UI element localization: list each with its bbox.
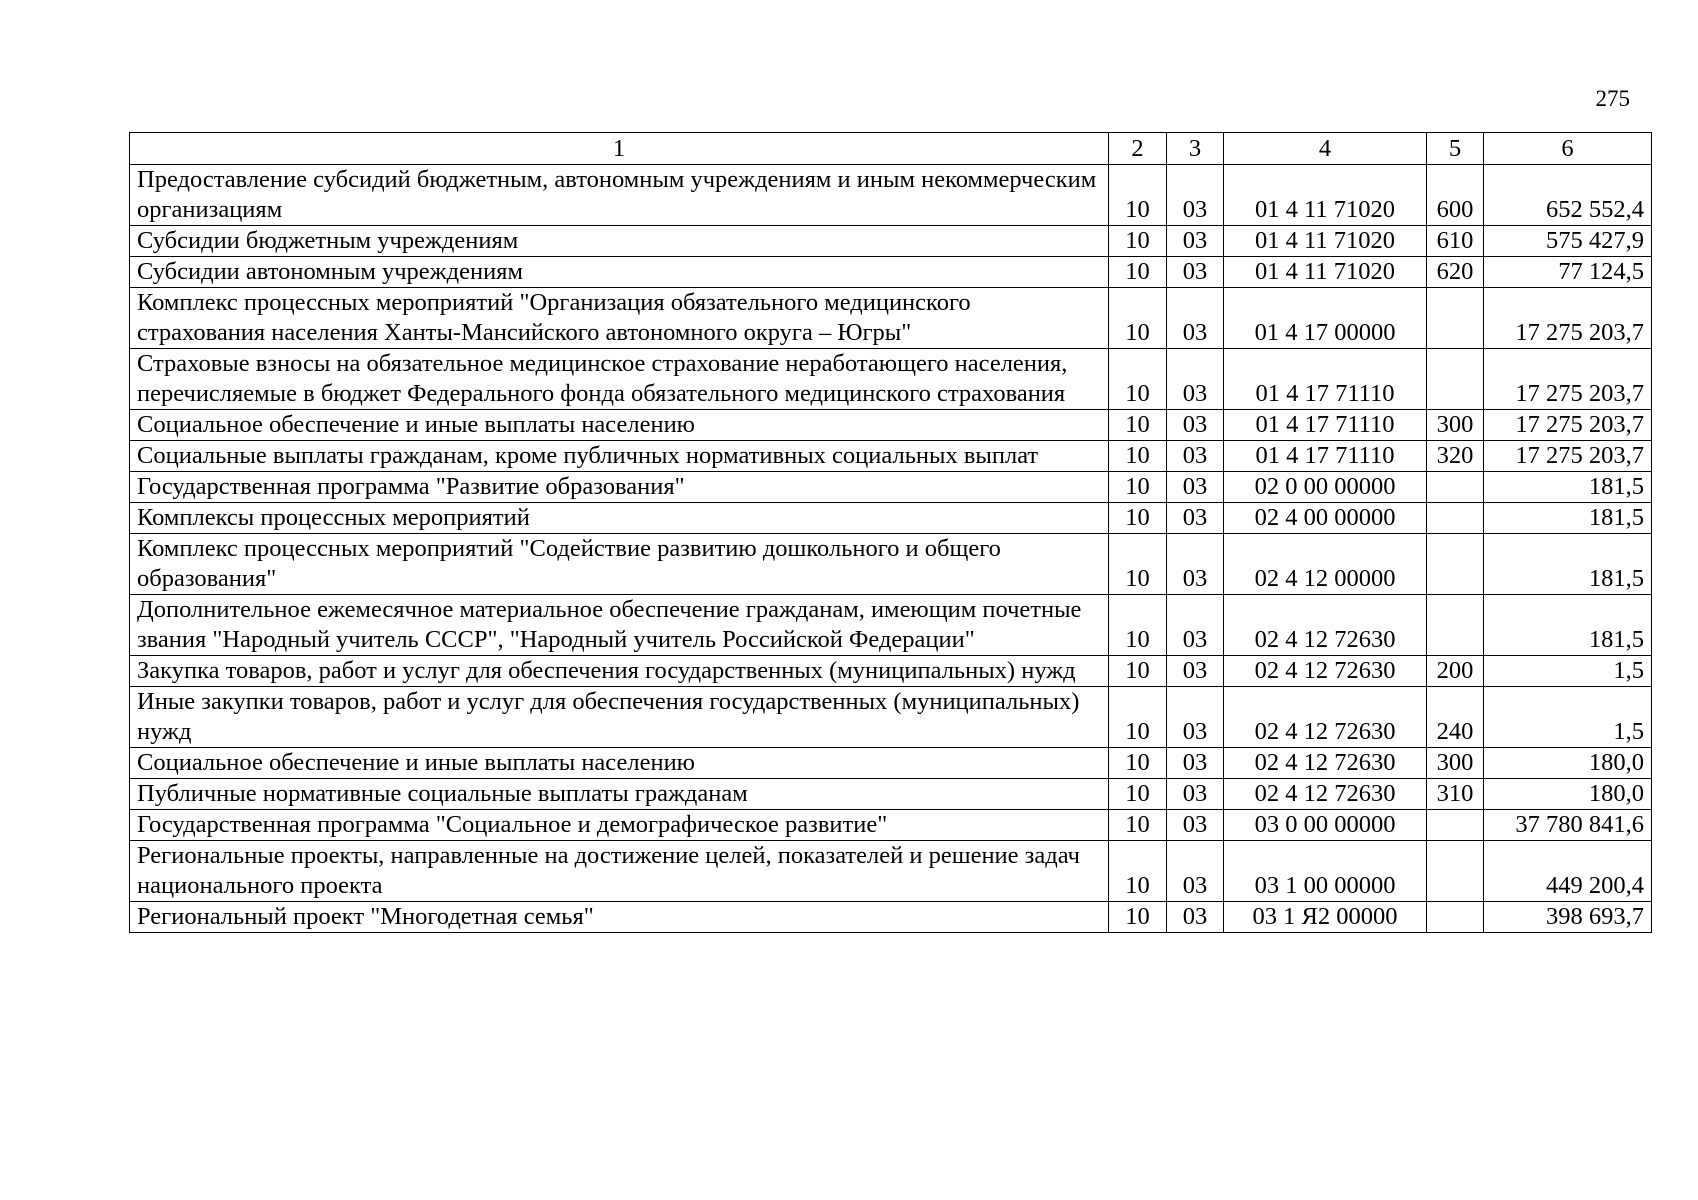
row-expense-type-cell: 200 [1427, 656, 1484, 687]
row-amount-cell: 181,5 [1484, 595, 1652, 656]
row-section-cell: 10 [1109, 748, 1167, 779]
row-section-cell: 10 [1109, 349, 1167, 410]
row-target-article-cell: 01 4 11 71020 [1224, 257, 1427, 288]
row-target-article-cell: 02 4 12 72630 [1224, 595, 1427, 656]
row-subsection-cell: 03 [1167, 165, 1224, 226]
row-subsection-cell: 03 [1167, 534, 1224, 595]
row-name-cell: Страховые взносы на обязательное медицинское страхование неработающего населения, перечисляемые в бюджет Федерального фонда обязательного медицинского страхования [130, 349, 1109, 410]
page-number: 275 [1595, 86, 1630, 111]
row-section-cell: 10 [1109, 656, 1167, 687]
row-amount-cell: 37 780 841,6 [1484, 810, 1652, 841]
column-header-2: 2 [1109, 133, 1167, 165]
row-expense-type-cell: 300 [1427, 410, 1484, 441]
row-subsection-cell: 03 [1167, 288, 1224, 349]
column-header-3: 3 [1167, 133, 1224, 165]
table-row [130, 841, 1652, 902]
row-subsection-cell: 03 [1167, 472, 1224, 503]
column-header-5: 5 [1427, 133, 1484, 165]
row-subsection-cell: 03 [1167, 748, 1224, 779]
row-name-cell: Социальные выплаты гражданам, кроме публичных нормативных социальных выплат [130, 441, 1109, 472]
row-expense-type-cell: 300 [1427, 748, 1484, 779]
table-row [130, 349, 1652, 410]
row-subsection-cell: 03 [1167, 257, 1224, 288]
row-name-cell: Субсидии автономным учреждениям [130, 257, 1109, 288]
row-target-article-cell: 02 4 12 72630 [1224, 656, 1427, 687]
table-row [130, 472, 1652, 503]
row-expense-type-cell [1427, 902, 1484, 933]
table-row [130, 165, 1652, 226]
row-section-cell: 10 [1109, 288, 1167, 349]
row-name-cell: Комплекс процессных мероприятий "Содействие развитию дошкольного и общего образования" [130, 534, 1109, 595]
column-header-1: 1 [130, 133, 1109, 165]
row-section-cell: 10 [1109, 810, 1167, 841]
row-section-cell: 10 [1109, 410, 1167, 441]
row-target-article-cell: 02 4 12 00000 [1224, 534, 1427, 595]
table-row [130, 226, 1652, 257]
row-expense-type-cell: 600 [1427, 165, 1484, 226]
row-expense-type-cell [1427, 810, 1484, 841]
row-subsection-cell: 03 [1167, 779, 1224, 810]
table-row [130, 410, 1652, 441]
row-amount-cell: 575 427,9 [1484, 226, 1652, 257]
row-subsection-cell: 03 [1167, 902, 1224, 933]
table-row [130, 810, 1652, 841]
row-name-cell: Региональный проект "Многодетная семья" [130, 902, 1109, 933]
row-section-cell: 10 [1109, 257, 1167, 288]
budget-table [129, 132, 1652, 933]
row-amount-cell: 652 552,4 [1484, 165, 1652, 226]
column-header-4: 4 [1224, 133, 1427, 165]
table-row [130, 902, 1652, 933]
table-row [130, 687, 1652, 748]
header-row [130, 133, 1652, 165]
row-expense-type-cell [1427, 595, 1484, 656]
row-amount-cell: 77 124,5 [1484, 257, 1652, 288]
row-section-cell: 10 [1109, 687, 1167, 748]
row-name-cell: Предоставление субсидий бюджетным, автономным учреждениям и иным некоммерческим организациям [130, 165, 1109, 226]
row-subsection-cell: 03 [1167, 410, 1224, 441]
row-amount-cell: 181,5 [1484, 503, 1652, 534]
row-amount-cell: 449 200,4 [1484, 841, 1652, 902]
row-amount-cell: 17 275 203,7 [1484, 441, 1652, 472]
row-target-article-cell: 03 1 Я2 00000 [1224, 902, 1427, 933]
row-name-cell: Социальное обеспечение и иные выплаты населению [130, 410, 1109, 441]
row-target-article-cell: 02 4 12 72630 [1224, 748, 1427, 779]
row-section-cell: 10 [1109, 779, 1167, 810]
table-row [130, 288, 1652, 349]
row-expense-type-cell [1427, 472, 1484, 503]
row-expense-type-cell [1427, 534, 1484, 595]
row-expense-type-cell: 320 [1427, 441, 1484, 472]
row-subsection-cell: 03 [1167, 441, 1224, 472]
table-row [130, 656, 1652, 687]
row-section-cell: 10 [1109, 841, 1167, 902]
table-body [130, 165, 1652, 933]
row-expense-type-cell: 620 [1427, 257, 1484, 288]
row-expense-type-cell: 610 [1427, 226, 1484, 257]
row-section-cell: 10 [1109, 472, 1167, 503]
row-section-cell: 10 [1109, 165, 1167, 226]
row-subsection-cell: 03 [1167, 841, 1224, 902]
row-expense-type-cell: 310 [1427, 779, 1484, 810]
row-amount-cell: 17 275 203,7 [1484, 410, 1652, 441]
row-subsection-cell: 03 [1167, 656, 1224, 687]
row-amount-cell: 1,5 [1484, 687, 1652, 748]
table-row [130, 779, 1652, 810]
row-section-cell: 10 [1109, 902, 1167, 933]
row-expense-type-cell [1427, 288, 1484, 349]
row-target-article-cell: 02 4 00 00000 [1224, 503, 1427, 534]
table-row [130, 595, 1652, 656]
row-expense-type-cell [1427, 503, 1484, 534]
row-name-cell: Комплекс процессных мероприятий "Организация обязательного медицинского страхования населения Ханты-Мансийского автономного округа – Югры" [130, 288, 1109, 349]
row-amount-cell: 181,5 [1484, 472, 1652, 503]
table-row [130, 748, 1652, 779]
row-target-article-cell: 02 4 12 72630 [1224, 779, 1427, 810]
column-header-6: 6 [1484, 133, 1652, 165]
row-target-article-cell: 01 4 17 71110 [1224, 349, 1427, 410]
row-subsection-cell: 03 [1167, 226, 1224, 257]
row-name-cell: Иные закупки товаров, работ и услуг для обеспечения государственных (муниципальных) нужд [130, 687, 1109, 748]
row-name-cell: Государственная программа "Социальное и демографическое развитие" [130, 810, 1109, 841]
row-amount-cell: 17 275 203,7 [1484, 349, 1652, 410]
row-section-cell: 10 [1109, 534, 1167, 595]
row-expense-type-cell [1427, 841, 1484, 902]
row-name-cell: Субсидии бюджетным учреждениям [130, 226, 1109, 257]
row-target-article-cell: 03 1 00 00000 [1224, 841, 1427, 902]
row-section-cell: 10 [1109, 226, 1167, 257]
row-subsection-cell: 03 [1167, 349, 1224, 410]
row-amount-cell: 180,0 [1484, 748, 1652, 779]
row-subsection-cell: 03 [1167, 503, 1224, 534]
row-amount-cell: 180,0 [1484, 779, 1652, 810]
row-name-cell: Комплексы процессных мероприятий [130, 503, 1109, 534]
row-target-article-cell: 01 4 11 71020 [1224, 165, 1427, 226]
table-row [130, 534, 1652, 595]
row-section-cell: 10 [1109, 503, 1167, 534]
row-target-article-cell: 01 4 17 00000 [1224, 288, 1427, 349]
table-row [130, 441, 1652, 472]
row-subsection-cell: 03 [1167, 595, 1224, 656]
row-target-article-cell: 01 4 17 71110 [1224, 410, 1427, 441]
row-section-cell: 10 [1109, 441, 1167, 472]
row-amount-cell: 17 275 203,7 [1484, 288, 1652, 349]
row-name-cell: Публичные нормативные социальные выплаты гражданам [130, 779, 1109, 810]
row-target-article-cell: 02 4 12 72630 [1224, 687, 1427, 748]
row-amount-cell: 398 693,7 [1484, 902, 1652, 933]
row-expense-type-cell [1427, 349, 1484, 410]
row-target-article-cell: 03 0 00 00000 [1224, 810, 1427, 841]
row-name-cell: Социальное обеспечение и иные выплаты населению [130, 748, 1109, 779]
row-name-cell: Дополнительное ежемесячное материальное обеспечение гражданам, имеющим почетные звания "Народный учитель СССР", "Народный учитель Российской Федерации" [130, 595, 1109, 656]
row-target-article-cell: 01 4 17 71110 [1224, 441, 1427, 472]
table-row [130, 503, 1652, 534]
table-row [130, 257, 1652, 288]
row-amount-cell: 1,5 [1484, 656, 1652, 687]
row-target-article-cell: 02 0 00 00000 [1224, 472, 1427, 503]
row-amount-cell: 181,5 [1484, 534, 1652, 595]
row-section-cell: 10 [1109, 595, 1167, 656]
row-subsection-cell: 03 [1167, 687, 1224, 748]
row-name-cell: Государственная программа "Развитие образования" [130, 472, 1109, 503]
row-target-article-cell: 01 4 11 71020 [1224, 226, 1427, 257]
row-name-cell: Региональные проекты, направленные на достижение целей, показателей и решение задач национального проекта [130, 841, 1109, 902]
row-expense-type-cell: 240 [1427, 687, 1484, 748]
row-name-cell: Закупка товаров, работ и услуг для обеспечения государственных (муниципальных) нужд [130, 656, 1109, 687]
row-subsection-cell: 03 [1167, 810, 1224, 841]
